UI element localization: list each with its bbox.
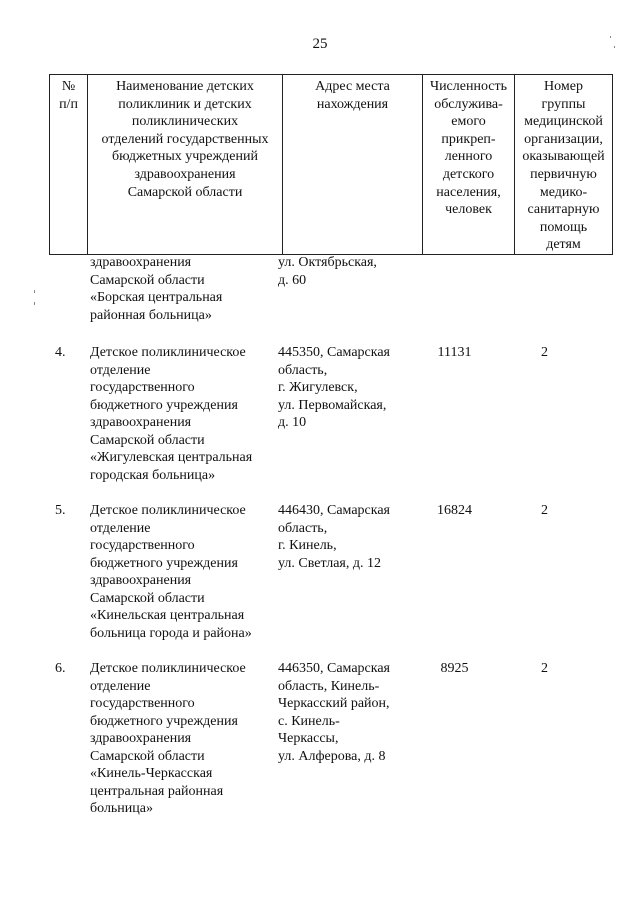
scan-speck (614, 46, 615, 48)
row-group: 2 (541, 661, 548, 676)
row-num: 4. (55, 345, 66, 360)
scan-speck (34, 302, 35, 305)
table-row (49, 502, 589, 660)
table-row (49, 254, 589, 344)
row-num: 6. (55, 661, 66, 676)
row-name: Детское поликлиническое отделение государственного бюджетного учреждения здравоохранения Самарской области «Жигулевская центральная городская больница» (90, 345, 253, 483)
row-address: 446350, Самарская область, Кинель- Черкасский район, с. Кинель- Черкассы, ул. Алферова, д. 8 (278, 661, 390, 764)
table-body (49, 254, 589, 836)
header-group: Номер группы медицинской организации, оказывающей первичную медико- санитарную помощь детям (515, 75, 613, 255)
header-population: Численность обслужива- емого прикреп- ленного детского населения, человек (423, 75, 515, 255)
header-num: № п/п (50, 75, 88, 255)
row-group (496, 254, 589, 344)
row-population: 16824 (437, 503, 472, 518)
table-row (49, 344, 589, 502)
table-header (49, 74, 613, 255)
row-population: 8925 (440, 661, 469, 676)
row-name: Детское поликлиническое отделение государственного бюджетного учреждения здравоохранения Самарской области «Кинель-Черкасская центральная районная больница» (90, 661, 246, 816)
header-name: Наименование детских поликлиник и детских поликлинических отделений государственных бюджетных учреждений здравоохранения Самарской области (88, 75, 283, 255)
row-num: 5. (55, 503, 66, 518)
row-name: здравоохранения Самарской области «Борская центральная районная больница» (90, 255, 223, 323)
header-row (50, 75, 613, 255)
scan-speck (610, 36, 611, 38)
table-row (49, 660, 589, 836)
row-address: 446430, Самарская область, г. Кинель, ул. Светлая, д. 12 (278, 503, 390, 571)
row-address: 445350, Самарская область, г. Жигулевск, ул. Первомайская, д. 10 (278, 345, 390, 430)
row-population (409, 254, 496, 344)
scan-speck (34, 290, 35, 293)
row-num (49, 254, 84, 344)
row-group: 2 (541, 345, 548, 360)
row-population: 11131 (437, 345, 472, 360)
row-name: Детское поликлиническое отделение государственного бюджетного учреждения здравоохранения Самарской области «Кинельская центральная больница города и района» (90, 503, 252, 641)
header-address: Адрес места нахождения (283, 75, 423, 255)
row-group: 2 (541, 503, 548, 518)
row-address: ул. Октябрьская, д. 60 (278, 255, 377, 288)
page-number: 25 (312, 36, 328, 52)
